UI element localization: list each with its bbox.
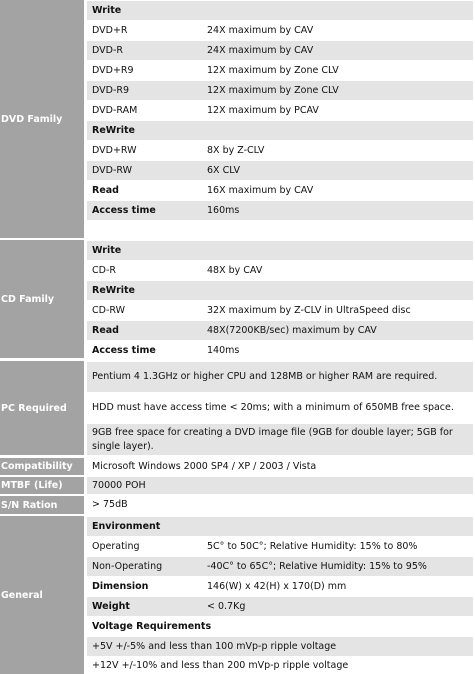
row-name: Read (92, 185, 119, 196)
row-name: DVD-RW (92, 165, 132, 176)
row-name: Operating (92, 541, 140, 552)
row-value: 6X CLV (207, 165, 240, 176)
compatibility-value: Microsoft Windows 2000 SP4 / XP / 2003 / Vista (92, 460, 317, 472)
general-label: General (0, 516, 84, 674)
cd-write-header: Write (92, 244, 122, 256)
compatibility-label: Compatibility (0, 458, 84, 475)
table-row (87, 161, 473, 180)
dvd-rewrite-header: ReWrite (92, 124, 135, 136)
mtbf-label: MTBF (Life) (0, 477, 84, 494)
table-row (87, 496, 473, 514)
row-value: 8X by Z-CLV (207, 145, 265, 156)
row-name: DVD-RAM (92, 105, 138, 116)
voltage-header: Voltage Requirements (92, 620, 212, 632)
dvd-rewrite-header-row (87, 121, 473, 140)
table-row (87, 458, 473, 475)
pc-requirement: 9GB free space for creating a DVD image file (9GB for double layer; 5GB for single layer). (92, 426, 453, 452)
row-name: Weight (92, 601, 130, 612)
row-name: CD-R (92, 265, 116, 276)
row-value: 12X maximum by PCAV (207, 105, 319, 116)
row-name: DVD+RW (92, 145, 137, 156)
pc-required-label: PC Required (0, 361, 84, 455)
row-name: DVD+R (92, 25, 128, 36)
pc-requirement: HDD must have access time < 20ms; with a minimum of 650MB free space. (92, 402, 454, 413)
row-name: Access time (92, 205, 156, 216)
table-row (87, 101, 473, 120)
row-value: 12X maximum by Zone CLV (207, 85, 339, 96)
table-row (87, 537, 473, 556)
environment-header-row (87, 517, 473, 536)
row-value: 16X maximum by CAV (207, 185, 314, 196)
row-name: DVD-R9 (92, 85, 130, 96)
table-row (87, 637, 473, 656)
row-name: DVD+R9 (92, 65, 134, 76)
spacer-row (87, 221, 473, 238)
table-row (87, 424, 473, 455)
row-value: 24X maximum by CAV (207, 45, 314, 56)
table-row (87, 321, 473, 340)
table-row (87, 597, 473, 616)
voltage-requirement: +12V +/-10% and less than 200 mVp-p ripple voltage (92, 659, 349, 671)
row-value: < 0.7Kg (207, 601, 246, 612)
table-row (87, 341, 473, 360)
cd-rewrite-header: ReWrite (92, 284, 135, 296)
row-name: CD-RW (92, 305, 125, 316)
row-value: 24X maximum by CAV (207, 25, 314, 36)
cd-rewrite-header-row (87, 281, 473, 300)
table-row (87, 657, 473, 674)
dvd-write-header: Write (92, 4, 122, 16)
table-row (87, 41, 473, 60)
row-name: Dimension (92, 581, 149, 592)
row-name: Read (92, 325, 119, 336)
row-value: 12X maximum by Zone CLV (207, 65, 339, 76)
pc-requirement: Pentium 4 1.3GHz or higher CPU and 128MB or higher RAM are required. (92, 371, 438, 382)
table-row (87, 577, 473, 596)
table-row (87, 201, 473, 220)
dvd-write-header-row (87, 1, 473, 20)
table-row (87, 141, 473, 160)
cd-family-label: CD Family (0, 240, 84, 358)
mtbf-value: 70000 POH (92, 479, 146, 491)
table-row (87, 181, 473, 200)
table-row (87, 362, 473, 392)
cd-write-header-row (87, 241, 473, 260)
row-value: 160ms (207, 205, 240, 216)
table-row (87, 21, 473, 40)
table-row (87, 301, 473, 320)
sn-ration-value: > 75dB (92, 499, 128, 510)
row-value: 32X maximum by Z-CLV in UltraSpeed disc (207, 305, 411, 316)
row-value: 48X(7200KB/sec) maximum by CAV (207, 325, 377, 336)
row-name: Non-Operating (92, 561, 163, 572)
table-row (87, 477, 473, 494)
row-value: 5C° to 50C°; Relative Humidity: 15% to 80% (207, 541, 418, 552)
table-row (87, 81, 473, 100)
sn-ration-label: S/N Ration (0, 496, 84, 514)
row-value: -40C° to 65C°; Relative Humidity: 15% to 95% (207, 561, 427, 572)
table-row (87, 557, 473, 576)
row-value: 48X by CAV (207, 265, 263, 276)
row-name: Access time (92, 345, 156, 356)
voltage-header-row (87, 617, 473, 636)
row-value: 146(W) x 42(H) x 170(D) mm (207, 581, 347, 592)
row-name: DVD-R (92, 45, 123, 56)
environment-header: Environment (92, 520, 161, 532)
table-row (87, 261, 473, 280)
dvd-family-label: DVD Family (0, 0, 84, 238)
table-row (87, 393, 473, 423)
table-row (87, 61, 473, 80)
voltage-requirement: +5V +/-5% and less than 100 mVp-p ripple voltage (92, 640, 337, 652)
row-value: 140ms (207, 345, 240, 356)
